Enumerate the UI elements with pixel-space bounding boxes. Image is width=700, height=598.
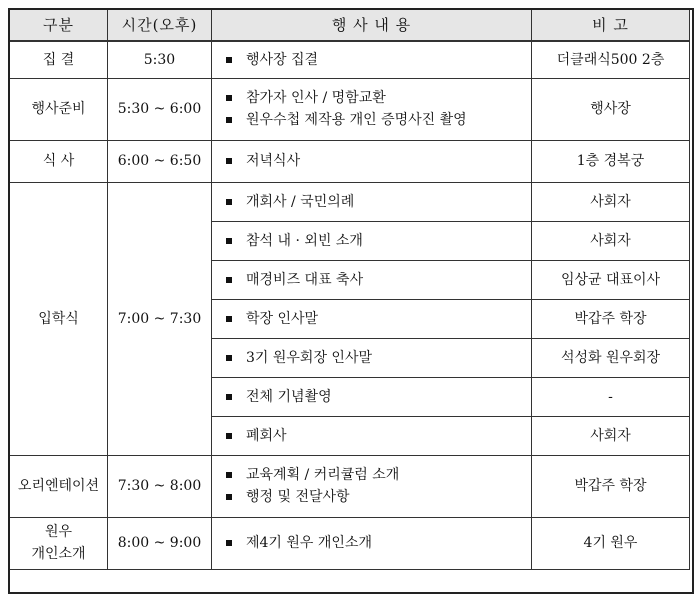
item-text: 3기 원우회장 인사말 [246, 349, 372, 366]
time-cell: 7:00 ~ 7:30 [108, 182, 212, 455]
item-text: 폐회사 [246, 427, 287, 444]
category-cell: 집 결 [10, 41, 108, 78]
note-cell: - [532, 377, 690, 416]
note-cell: 4기 원우 [532, 517, 690, 569]
content-cell [212, 299, 532, 338]
header-content: 행 사 내 용 [212, 10, 532, 42]
content-item [218, 486, 525, 508]
bullet-icon [226, 238, 232, 244]
note-cell: 석성화 원우회장 [532, 338, 690, 377]
content-item [218, 464, 525, 486]
bullet-icon [226, 158, 232, 164]
content-cell [212, 338, 532, 377]
note-cell: 박갑주 학장 [532, 455, 690, 517]
category-cell: 행사준비 [10, 78, 108, 140]
time-cell: 5:30 [108, 41, 212, 78]
time-cell: 6:00 ~ 6:50 [108, 140, 212, 182]
item-text: 전체 기념촬영 [246, 388, 332, 405]
bullet-icon [226, 433, 232, 439]
schedule-table-wrapper [9, 9, 690, 570]
header-time: 시간(오후) [108, 10, 212, 42]
schedule-table [9, 9, 690, 570]
item-text: 저녁식사 [246, 153, 301, 169]
content-item [218, 87, 525, 109]
category-cell: 오리엔테이션 [10, 455, 108, 517]
bullet-icon [226, 494, 232, 500]
item-text: 참가자 인사 / 명함교환 [246, 90, 386, 106]
item-text: 매경비즈 대표 축사 [246, 271, 364, 288]
content-cell [212, 260, 532, 299]
table-row [10, 140, 690, 182]
content-cell [212, 41, 532, 78]
category-cell: 식 사 [10, 140, 108, 182]
time-cell: 5:30 ~ 6:00 [108, 78, 212, 140]
note-cell: 1층 경복궁 [532, 140, 690, 182]
note-cell: 박갑주 학장 [532, 299, 690, 338]
item-text: 제4기 원우 개인소개 [246, 535, 372, 551]
item-text: 학장 인사말 [246, 310, 319, 327]
item-text: 행정 및 전달사항 [246, 489, 350, 505]
content-cell [212, 455, 532, 517]
content-cell [212, 182, 532, 221]
note-cell: 사회자 [532, 182, 690, 221]
content-cell [212, 78, 532, 140]
item-text: 행사장 집결 [246, 51, 319, 68]
item-text: 원우수첩 제작용 개인 증명사진 촬영 [246, 112, 467, 128]
bullet-icon [226, 117, 232, 123]
table-row [10, 78, 690, 140]
category-line: 개인소개 [31, 546, 86, 562]
content-cell [212, 377, 532, 416]
bullet-icon [226, 199, 232, 205]
content-item [218, 347, 525, 369]
table-row [10, 41, 690, 78]
content-item [218, 386, 525, 408]
note-cell: 더클래식500 2층 [532, 41, 690, 78]
header-category: 구분 [10, 10, 108, 42]
content-item [218, 230, 525, 252]
category-cell [10, 517, 108, 569]
time-cell: 8:00 ~ 9:00 [108, 517, 212, 569]
bullet-icon [226, 277, 232, 283]
header-note: 비 고 [532, 10, 690, 42]
table-row [10, 182, 690, 221]
content-item [218, 109, 525, 131]
content-item [218, 49, 525, 71]
category-line: 원우 [44, 524, 73, 540]
bullet-icon [226, 57, 232, 63]
bullet-icon [226, 472, 232, 478]
note-cell: 임상균 대표이사 [532, 260, 690, 299]
header-row [10, 10, 690, 42]
item-text: 참석 내 · 외빈 소개 [246, 232, 363, 249]
item-text: 개회사 / 국민의례 [246, 193, 355, 210]
table-row [10, 517, 690, 569]
bullet-icon [226, 394, 232, 400]
content-cell [212, 517, 532, 569]
content-cell [212, 140, 532, 182]
content-cell [212, 416, 532, 455]
content-cell [212, 221, 532, 260]
bullet-icon [226, 316, 232, 322]
category-cell: 입학식 [10, 182, 108, 455]
content-item [218, 308, 525, 330]
table-row [10, 455, 690, 517]
bullet-icon [226, 540, 232, 546]
content-item [218, 150, 525, 172]
bullet-icon [226, 355, 232, 361]
note-cell: 행사장 [532, 78, 690, 140]
time-cell: 7:30 ~ 8:00 [108, 455, 212, 517]
content-item [218, 532, 525, 554]
content-item [218, 191, 525, 213]
note-cell: 사회자 [532, 221, 690, 260]
bullet-icon [226, 95, 232, 101]
content-item [218, 425, 525, 447]
item-text: 교육계획 / 커리큘럼 소개 [246, 467, 400, 483]
note-cell: 사회자 [532, 416, 690, 455]
content-item [218, 269, 525, 291]
